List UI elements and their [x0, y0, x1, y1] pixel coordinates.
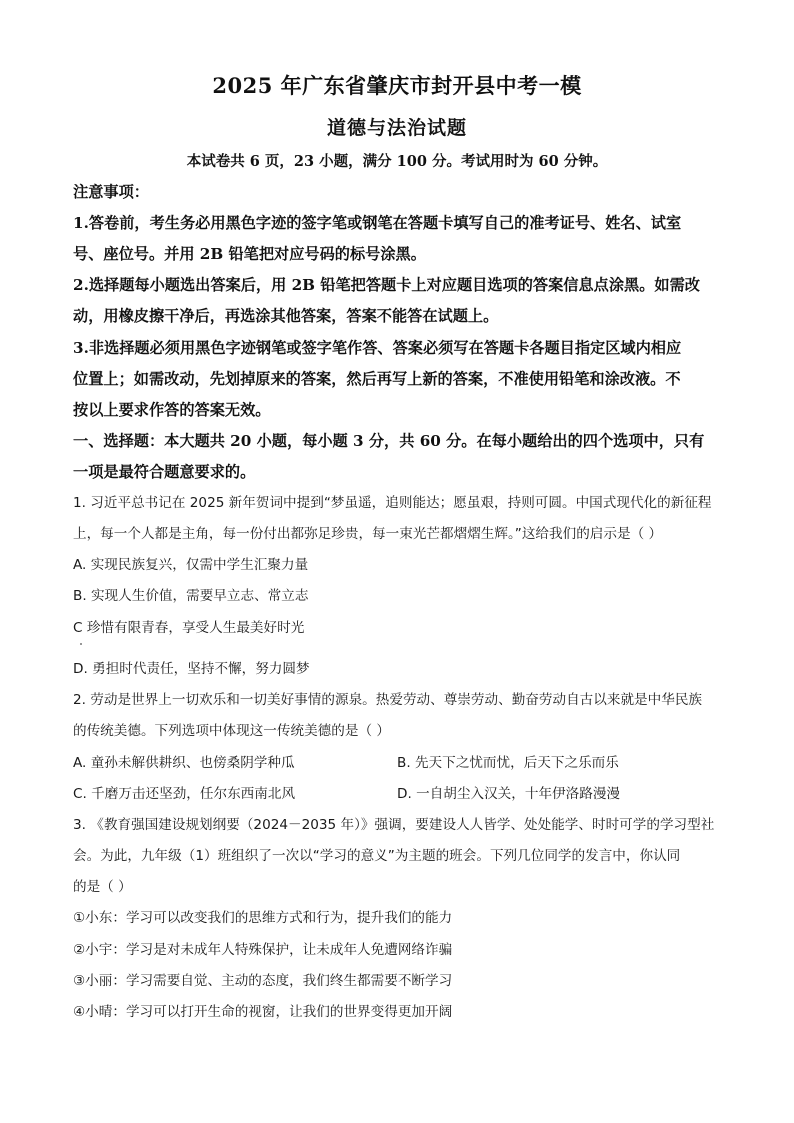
question-3-statement: ②小宇：学习是对未成年人特殊保护，让未成年人免遭网络诈骗 [73, 942, 453, 958]
question-3-stem: 会。为此，九年级（1）班组织了一次以“学习的意义”为主题的班会。下列几位同学的发言中，你认同 [73, 848, 681, 864]
question-2-stem: 的传统美德。下列选项中体现这一传统美德的是（ ） [73, 723, 390, 739]
question-1-stem: 1. 习近平总书记在 2025 新年贺词中提到“梦虽遥，追则能达；愿虽艰，持则可圆。中国式现代化的新征程 [73, 495, 712, 511]
question-1-option-d: D. 勇担时代责任，坚持不懈，努力圆梦 [73, 661, 310, 677]
question-2-option-d: D. 一自胡尘入汉关，十年伊洛路漫漫 [397, 786, 621, 802]
question-1-stem: 上，每一个人都是主角，每一份付出都弥足珍贵，每一束光芒都熠熠生辉。”这给我们的启示是（ ） [73, 526, 663, 542]
question-3-stem: 3. 《教育强国建设规划纲要（2024－2035 年）》强调，要建设人人皆学、处处能学、时时可学的学习型社 [73, 817, 715, 833]
section-heading: 一项是最符合题意要求的。 [73, 463, 256, 481]
question-1-option-a: A. 实现民族复兴，仅需中学生汇聚力量 [73, 557, 309, 573]
question-1-option-c: C 珍惜有限青春，享受人生最美好时光 [73, 620, 305, 636]
notes-line: 号、座位号。并用 2B 铅笔把对应号码的标号涂黑。 [73, 245, 426, 263]
question-2-option-c: C. 千磨万击还坚劲，任尔东西南北风 [73, 786, 296, 802]
notes-heading: 注意事项： [73, 183, 149, 201]
question-2-option-b: B. 先天下之忧而忧，后天下之乐而乐 [397, 755, 619, 771]
stray-dot-mark [80, 643, 82, 645]
question-1-option-b: B. 实现人生价值，需要早立志、常立志 [73, 588, 309, 604]
question-2-option-a: A. 童孙未解供耕织、也傍桑阴学种瓜 [73, 755, 295, 771]
question-3-statement: ①小东：学习可以改变我们的思维方式和行为，提升我们的能力 [73, 910, 453, 926]
notes-line: 1.答卷前，考生务必用黑色字迹的签字笔或钢笔在答题卡填写自己的准考证号、姓名、试室 [73, 214, 682, 232]
notes-line: 位置上；如需改动，先划掉原来的答案，然后再写上新的答案，不准使用铅笔和涂改液。不 [73, 370, 681, 388]
notes-line: 动，用橡皮擦干净后，再选涂其他答案，答案不能答在试题上。 [73, 307, 499, 325]
notes-line: 3.非选择题必须用黑色字迹钢笔或签字笔作答、答案必须写在答题卡各题目指定区域内相应 [73, 339, 682, 357]
notes-line: 2.选择题每小题选出答案后，用 2B 铅笔把答题卡上对应题目选项的答案信息点涂黑。如需改 [73, 276, 700, 294]
question-2-stem: 2. 劳动是世界上一切欢乐和一切美好事情的源泉。热爱劳动、尊崇劳动、勤奋劳动自古以来就是中华民族 [73, 692, 703, 708]
exam-title: 2025 年广东省肇庆市封开县中考一模 [212, 73, 582, 98]
question-3-statement: ③小丽：学习需要自觉、主动的态度，我们终生都需要不断学习 [73, 973, 453, 989]
question-3-statement: ④小晴：学习可以打开生命的视窗，让我们的世界变得更加开阔 [73, 1004, 453, 1020]
exam-info: 本试卷共 6 页，23 小题，满分 100 分。考试用时为 60 分钟。 [186, 153, 608, 170]
exam-subject: 道德与法治试题 [326, 117, 467, 139]
question-3-stem: 的是（ ） [73, 879, 132, 895]
notes-line: 按以上要求作答的答案无效。 [73, 401, 271, 419]
section-heading: 一、选择题：本大题共 20 小题，每小题 3 分，共 60 分。在每小题给出的四个选项中，只有 [73, 432, 705, 450]
